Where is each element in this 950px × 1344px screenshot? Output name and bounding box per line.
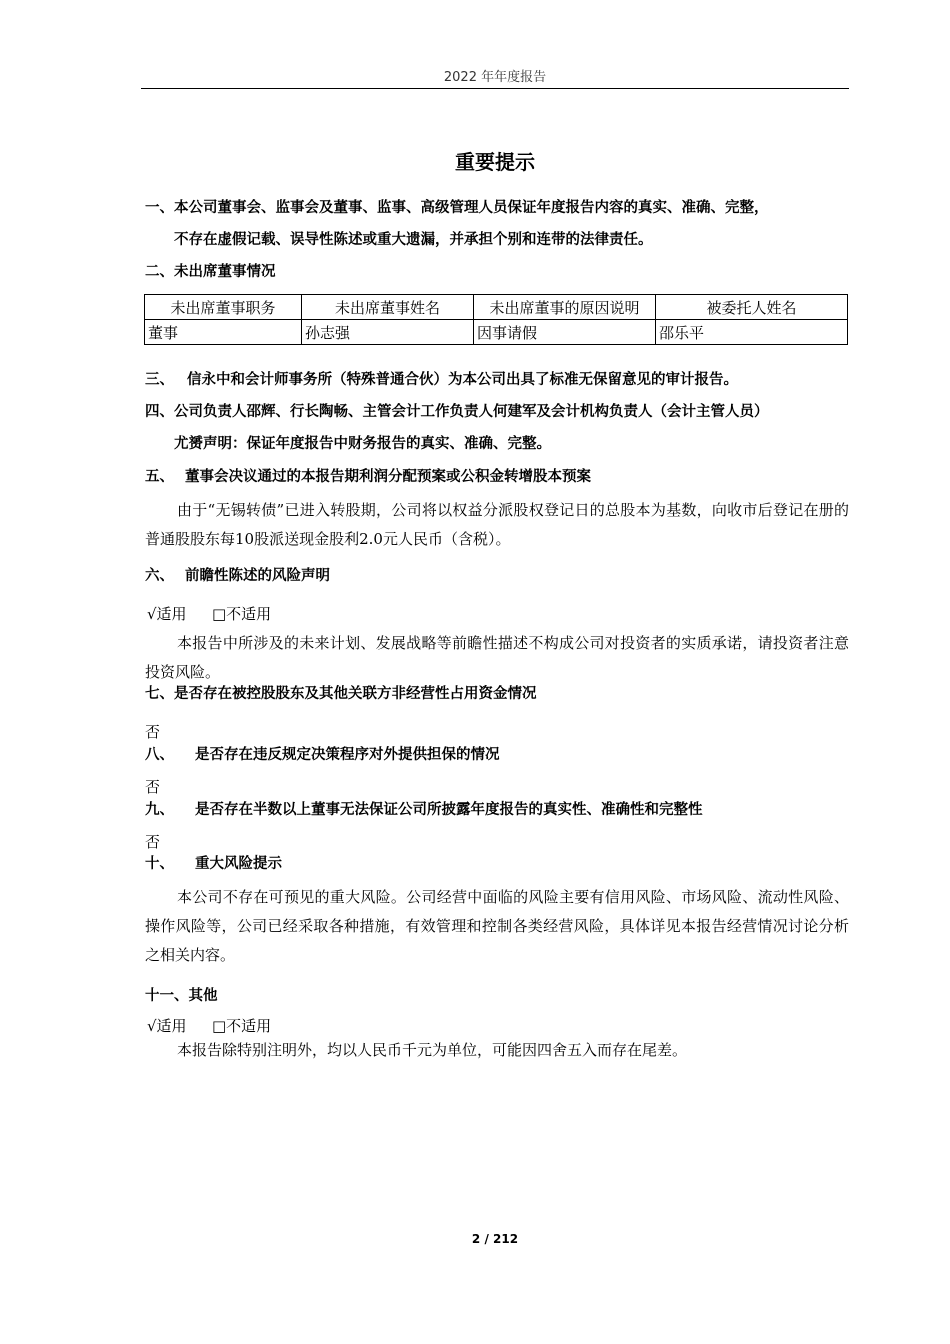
page-header: 2022 年年度报告 (443, 70, 547, 85)
section-11-body: 本报告除特别注明外，均以人民币千元为单位，可能因四舍五入而存在尾差。 (177, 1041, 688, 1059)
section-number: 六、 (145, 568, 174, 584)
table-cell: 因事请假 (474, 320, 656, 345)
table-header-row (145, 295, 848, 320)
section-10 (145, 854, 282, 874)
section-number: 八、 (145, 747, 174, 763)
table-header-cell: 未出席董事姓名 (302, 295, 474, 320)
section-8 (145, 745, 500, 765)
table-header-cell: 被委托人姓名 (656, 295, 848, 320)
section-6-body: 本报告中所涉及的未来计划、发展战略等前瞻性描述不构成公司对投资者的实质承诺，请投资者注意投资风险。 (145, 634, 849, 681)
section-6-text: 前瞻性陈述的风险声明 (185, 568, 330, 584)
section-4-line-1: 四、公司负责人邵辉、行长陶畅、主管会计工作负责人何建军及会计机构负责人（会计主管人员） (145, 404, 769, 420)
section-11-heading: 十一、其他 (145, 988, 218, 1004)
section-8-answer: 否 (145, 778, 161, 796)
section-3 (145, 370, 738, 390)
section-number: 三、 (145, 372, 174, 388)
section-9-answer: 否 (145, 833, 161, 851)
not-applicable-checkbox: □不适用 (212, 1017, 272, 1035)
section-7-answer: 否 (145, 723, 161, 741)
table-cell: 邵乐平 (656, 320, 848, 345)
page-title: 重要提示 (455, 150, 535, 174)
section-10-body: 本公司不存在可预见的重大风险。公司经营中面临的风险主要有信用风险、市场风险、流动性风险、操作风险等，公司已经采取各种措施，有效管理和控制各类经营风险，具体详见本报告经营情况讨论分析之相关内容。 (145, 888, 849, 964)
section-5-body: 由于“无锡转债”已进入转股期，公司将以权益分派股权登记日的总股本为基数，向收市后登记在册的普通股股东每10股派送现金股利2.0元人民币（含税）。 (145, 501, 849, 548)
section-number: 十、 (145, 856, 174, 872)
section-8-text: 是否存在违反规定决策程序对外提供担保的情况 (195, 747, 500, 763)
section-1-line-2: 不存在虚假记载、误导性陈述或重大遗漏，并承担个别和连带的法律责任。 (174, 232, 653, 248)
table-cell: 孙志强 (302, 320, 474, 345)
section-number: 五、 (145, 469, 174, 485)
section-7-heading: 七、是否存在被控股股东及其他关联方非经营性占用资金情况 (145, 686, 537, 702)
table-header-cell: 未出席董事职务 (145, 295, 302, 320)
table-header-cell: 未出席董事的原因说明 (474, 295, 656, 320)
page-number: 2 / 212 (471, 1232, 519, 1246)
table-row (145, 320, 848, 345)
table-cell: 董事 (145, 320, 302, 345)
absent-directors-table (144, 294, 848, 345)
section-4-line-2: 尤赟声明：保证年度报告中财务报告的真实、准确、完整。 (174, 436, 551, 452)
section-number: 九、 (145, 802, 174, 818)
section-9-text: 是否存在半数以上董事无法保证公司所披露年度报告的真实性、准确性和完整性 (195, 802, 703, 818)
section-5-text: 董事会决议通过的本报告期利润分配预案或公积金转增股本预案 (185, 469, 591, 485)
section-11-applicability (147, 1016, 271, 1036)
section-2-heading: 二、未出席董事情况 (145, 264, 276, 280)
section-6-applicability (147, 604, 271, 624)
section-10-text: 重大风险提示 (195, 856, 282, 872)
section-9 (145, 800, 703, 820)
header-rule (141, 88, 849, 89)
section-6 (145, 566, 330, 586)
applicable-checked: √适用 (147, 1017, 187, 1035)
applicable-checked: √适用 (147, 605, 187, 623)
not-applicable-checkbox: □不适用 (212, 605, 272, 623)
section-3-text: 信永中和会计师事务所（特殊普通合伙）为本公司出具了标准无保留意见的审计报告。 (187, 372, 738, 388)
section-5 (145, 467, 591, 487)
section-1-line-1: 一、本公司董事会、监事会及董事、监事、高级管理人员保证年度报告内容的真实、准确、完整， (145, 200, 769, 216)
